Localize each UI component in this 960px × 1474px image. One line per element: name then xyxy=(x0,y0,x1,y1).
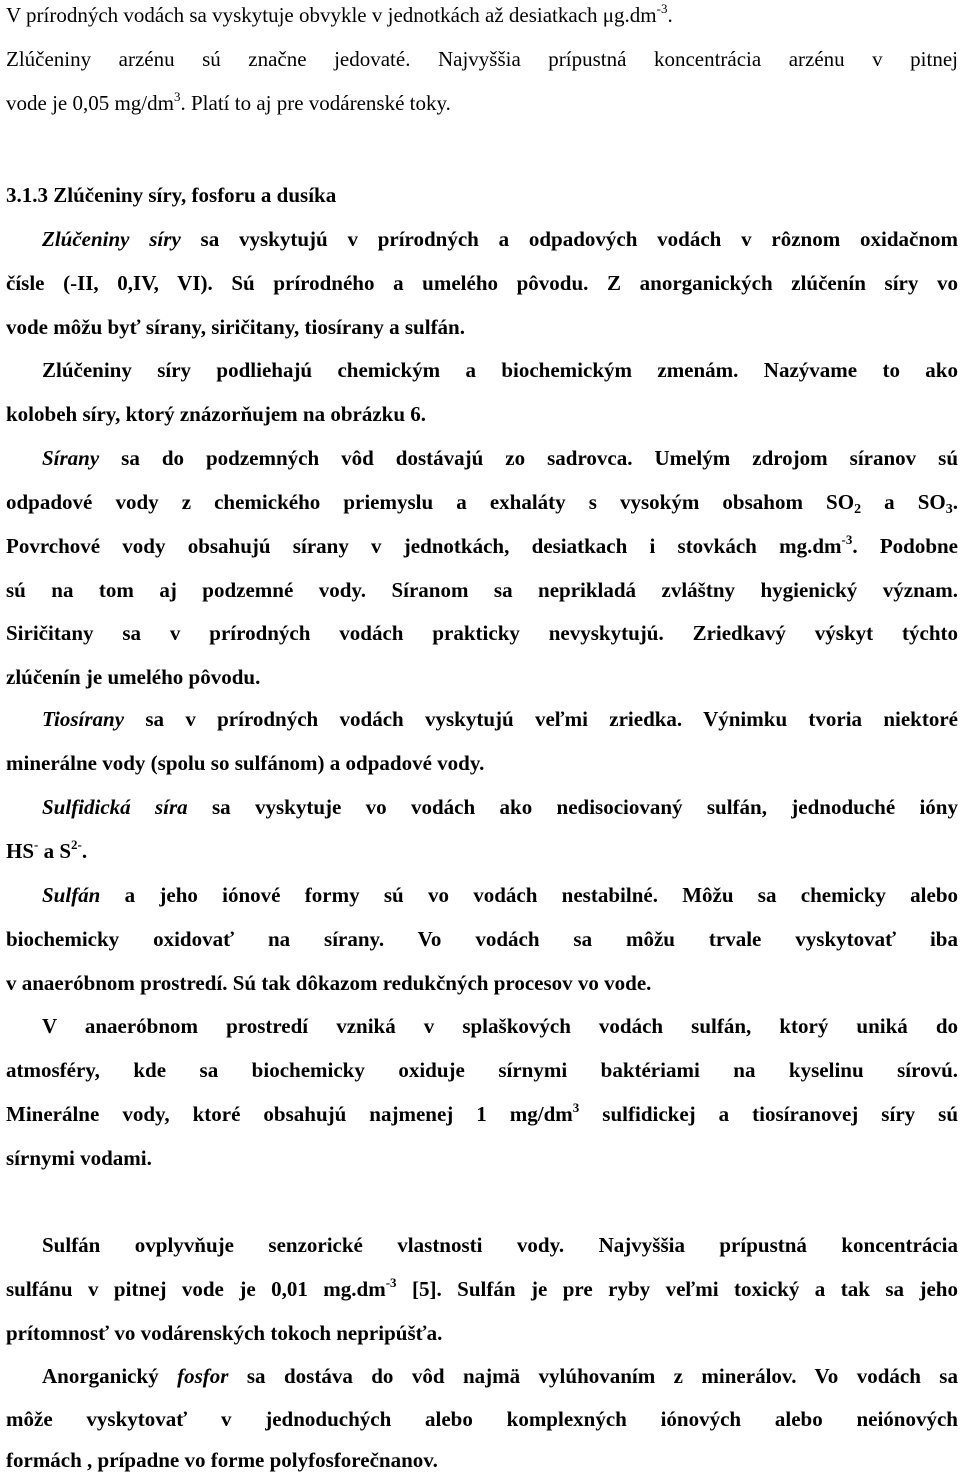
text-line: prítomnosť vo vodárenských tokoch nepripúšťa. xyxy=(6,1321,443,1345)
text: a jeho iónové formy sú vo vodách nestabilné. Môžu sa chemicky alebo xyxy=(100,883,958,907)
text-line: sírnymi vodami. xyxy=(6,1146,152,1170)
text-line: kolobeh síry, ktorý znázorňujem na obrázku 6. xyxy=(6,402,427,426)
text-line xyxy=(42,794,958,820)
superscript: 3 xyxy=(572,1100,580,1115)
text-line xyxy=(6,90,958,116)
text: . xyxy=(667,3,673,27)
text-line xyxy=(6,489,958,515)
section-heading: 3.1.3 Zlúčeniny síry, fosforu a dusíka xyxy=(6,183,337,207)
text: [5]. Sulfán je pre ryby veľmi toxický a tak sa jeho xyxy=(396,1277,958,1301)
text-line: sú na tom aj podzemné vody. Síranom sa neprikladá zvláštny hygienický význam. xyxy=(6,578,958,602)
italic-term: fosfor xyxy=(177,1364,229,1388)
italic-term: Tiosírany xyxy=(42,707,125,731)
text-line xyxy=(42,706,958,732)
text: HS xyxy=(6,839,35,863)
text-line xyxy=(42,882,958,908)
subscript: 2 xyxy=(854,502,862,517)
text: odpadové vody z chemického priemyslu a exhaláty s vysokým obsahom SO xyxy=(6,490,855,514)
text-line: minerálne vody (spolu so sulfánom) a odpadové vody. xyxy=(6,751,485,775)
superscript: - xyxy=(34,837,39,852)
text-line: Zlúčeniny síry podliehajú chemickým a biochemickým zmenám. Nazývame to ako xyxy=(42,358,958,382)
text: sa do podzemných vôd dostávajú zo sadrovca. Umelým zdrojom síranov sú xyxy=(99,446,958,470)
italic-term: Sírany xyxy=(42,446,100,470)
text-line: Siričitany sa v prírodných vodách prakticky nevyskytujú. Zriedkavý výskyt týchto xyxy=(6,621,958,645)
text: sa vyskytuje vo vodách ako nedisociovaný sulfán, jednoduché ióny xyxy=(187,795,958,819)
text-line: V anaeróbnom prostredí vzniká v splaškových vodách sulfán, ktorý uniká do xyxy=(42,1014,958,1038)
text: sa vyskytujú v prírodných a odpadových vodách v rôznom oxidačnom xyxy=(180,227,958,251)
text-line xyxy=(42,226,958,252)
text: . Platí to aj pre vodárenské toky. xyxy=(180,91,451,115)
superscript: -3 xyxy=(385,1275,397,1290)
micro-symbol: μ xyxy=(602,3,615,27)
text-line xyxy=(42,445,958,471)
text-line: v anaeróbnom prostredí. Sú tak dôkazom redukčných procesov vo vode. xyxy=(6,971,652,995)
text: . xyxy=(81,839,88,863)
text-line: vode môžu byť sírany, siričitany, tiosírany a sulfán. xyxy=(6,315,465,339)
text: sa v prírodných vodách vyskytujú veľmi zriedka. Výnimku tvoria niektoré xyxy=(124,707,958,731)
text-line: čísle (-II, 0,IV, VI). Sú prírodného a umelého pôvodu. Z anorganických zlúčenín síry vo xyxy=(6,271,958,295)
text-line: Zlúčeniny arzénu sú značne jedovaté. Najvyššia prípustná koncentrácia arzénu v pitnej xyxy=(6,47,958,71)
superscript: -3 xyxy=(656,1,668,16)
italic-term: Sulfán xyxy=(42,883,101,907)
superscript: 3 xyxy=(173,89,181,104)
text-line: biochemicky oxidovať na sírany. Vo vodách sa môžu trvale vyskytovať iba xyxy=(6,927,958,951)
text: Anorganický xyxy=(42,1364,178,1388)
text: . xyxy=(952,490,958,514)
text-line xyxy=(6,1101,958,1127)
text: Povrchové vody obsahujú sírany v jednotkách, desiatkach i stovkách mg.dm xyxy=(6,534,842,558)
italic-term: Sulfidická síra xyxy=(42,795,188,819)
text-line xyxy=(6,2,958,28)
italic-term: Zlúčeniny síry xyxy=(42,227,181,251)
text: sulfánu v pitnej vode je 0,01 mg.dm xyxy=(6,1277,386,1301)
text-line: atmosféry, kde sa biochemicky oxiduje sírnymi baktériami na kyselinu sírovú. xyxy=(6,1058,958,1082)
text: Minerálne vody, ktoré obsahujú najmenej 1 mg/dm xyxy=(6,1102,573,1126)
text: a SO xyxy=(861,490,946,514)
text-line: zlúčenín je umelého pôvodu. xyxy=(6,665,261,689)
subscript: 3 xyxy=(945,502,953,517)
text: V prírodných vodách sa vyskytuje obvykle v jednotkách až desiatkach xyxy=(6,3,603,27)
text: sa dostáva do vôd najmä vylúhovaním z minerálov. Vo vodách sa xyxy=(228,1364,958,1388)
superscript: -3 xyxy=(841,532,853,547)
text-line: môže vyskytovať v jednoduchých alebo komplexných iónových alebo neiónových xyxy=(6,1407,958,1431)
text-line xyxy=(6,533,958,559)
text-line xyxy=(42,1363,958,1389)
text: vode je 0,05 mg/dm xyxy=(6,91,174,115)
text-line: formách , prípadne vo forme polyfosforečnanov. xyxy=(6,1448,438,1472)
text-line: Sulfán ovplyvňuje senzorické vlastnosti vody. Najvyššia prípustná koncentrácia xyxy=(42,1233,958,1257)
text: sulfidickej a tiosíranovej síry sú xyxy=(579,1102,958,1126)
text-line xyxy=(6,1276,958,1302)
text: g.dm xyxy=(614,3,657,27)
text: . Podobne xyxy=(852,534,958,558)
text-line xyxy=(6,838,958,864)
text: a S xyxy=(38,839,72,863)
superscript: 2- xyxy=(71,837,82,852)
